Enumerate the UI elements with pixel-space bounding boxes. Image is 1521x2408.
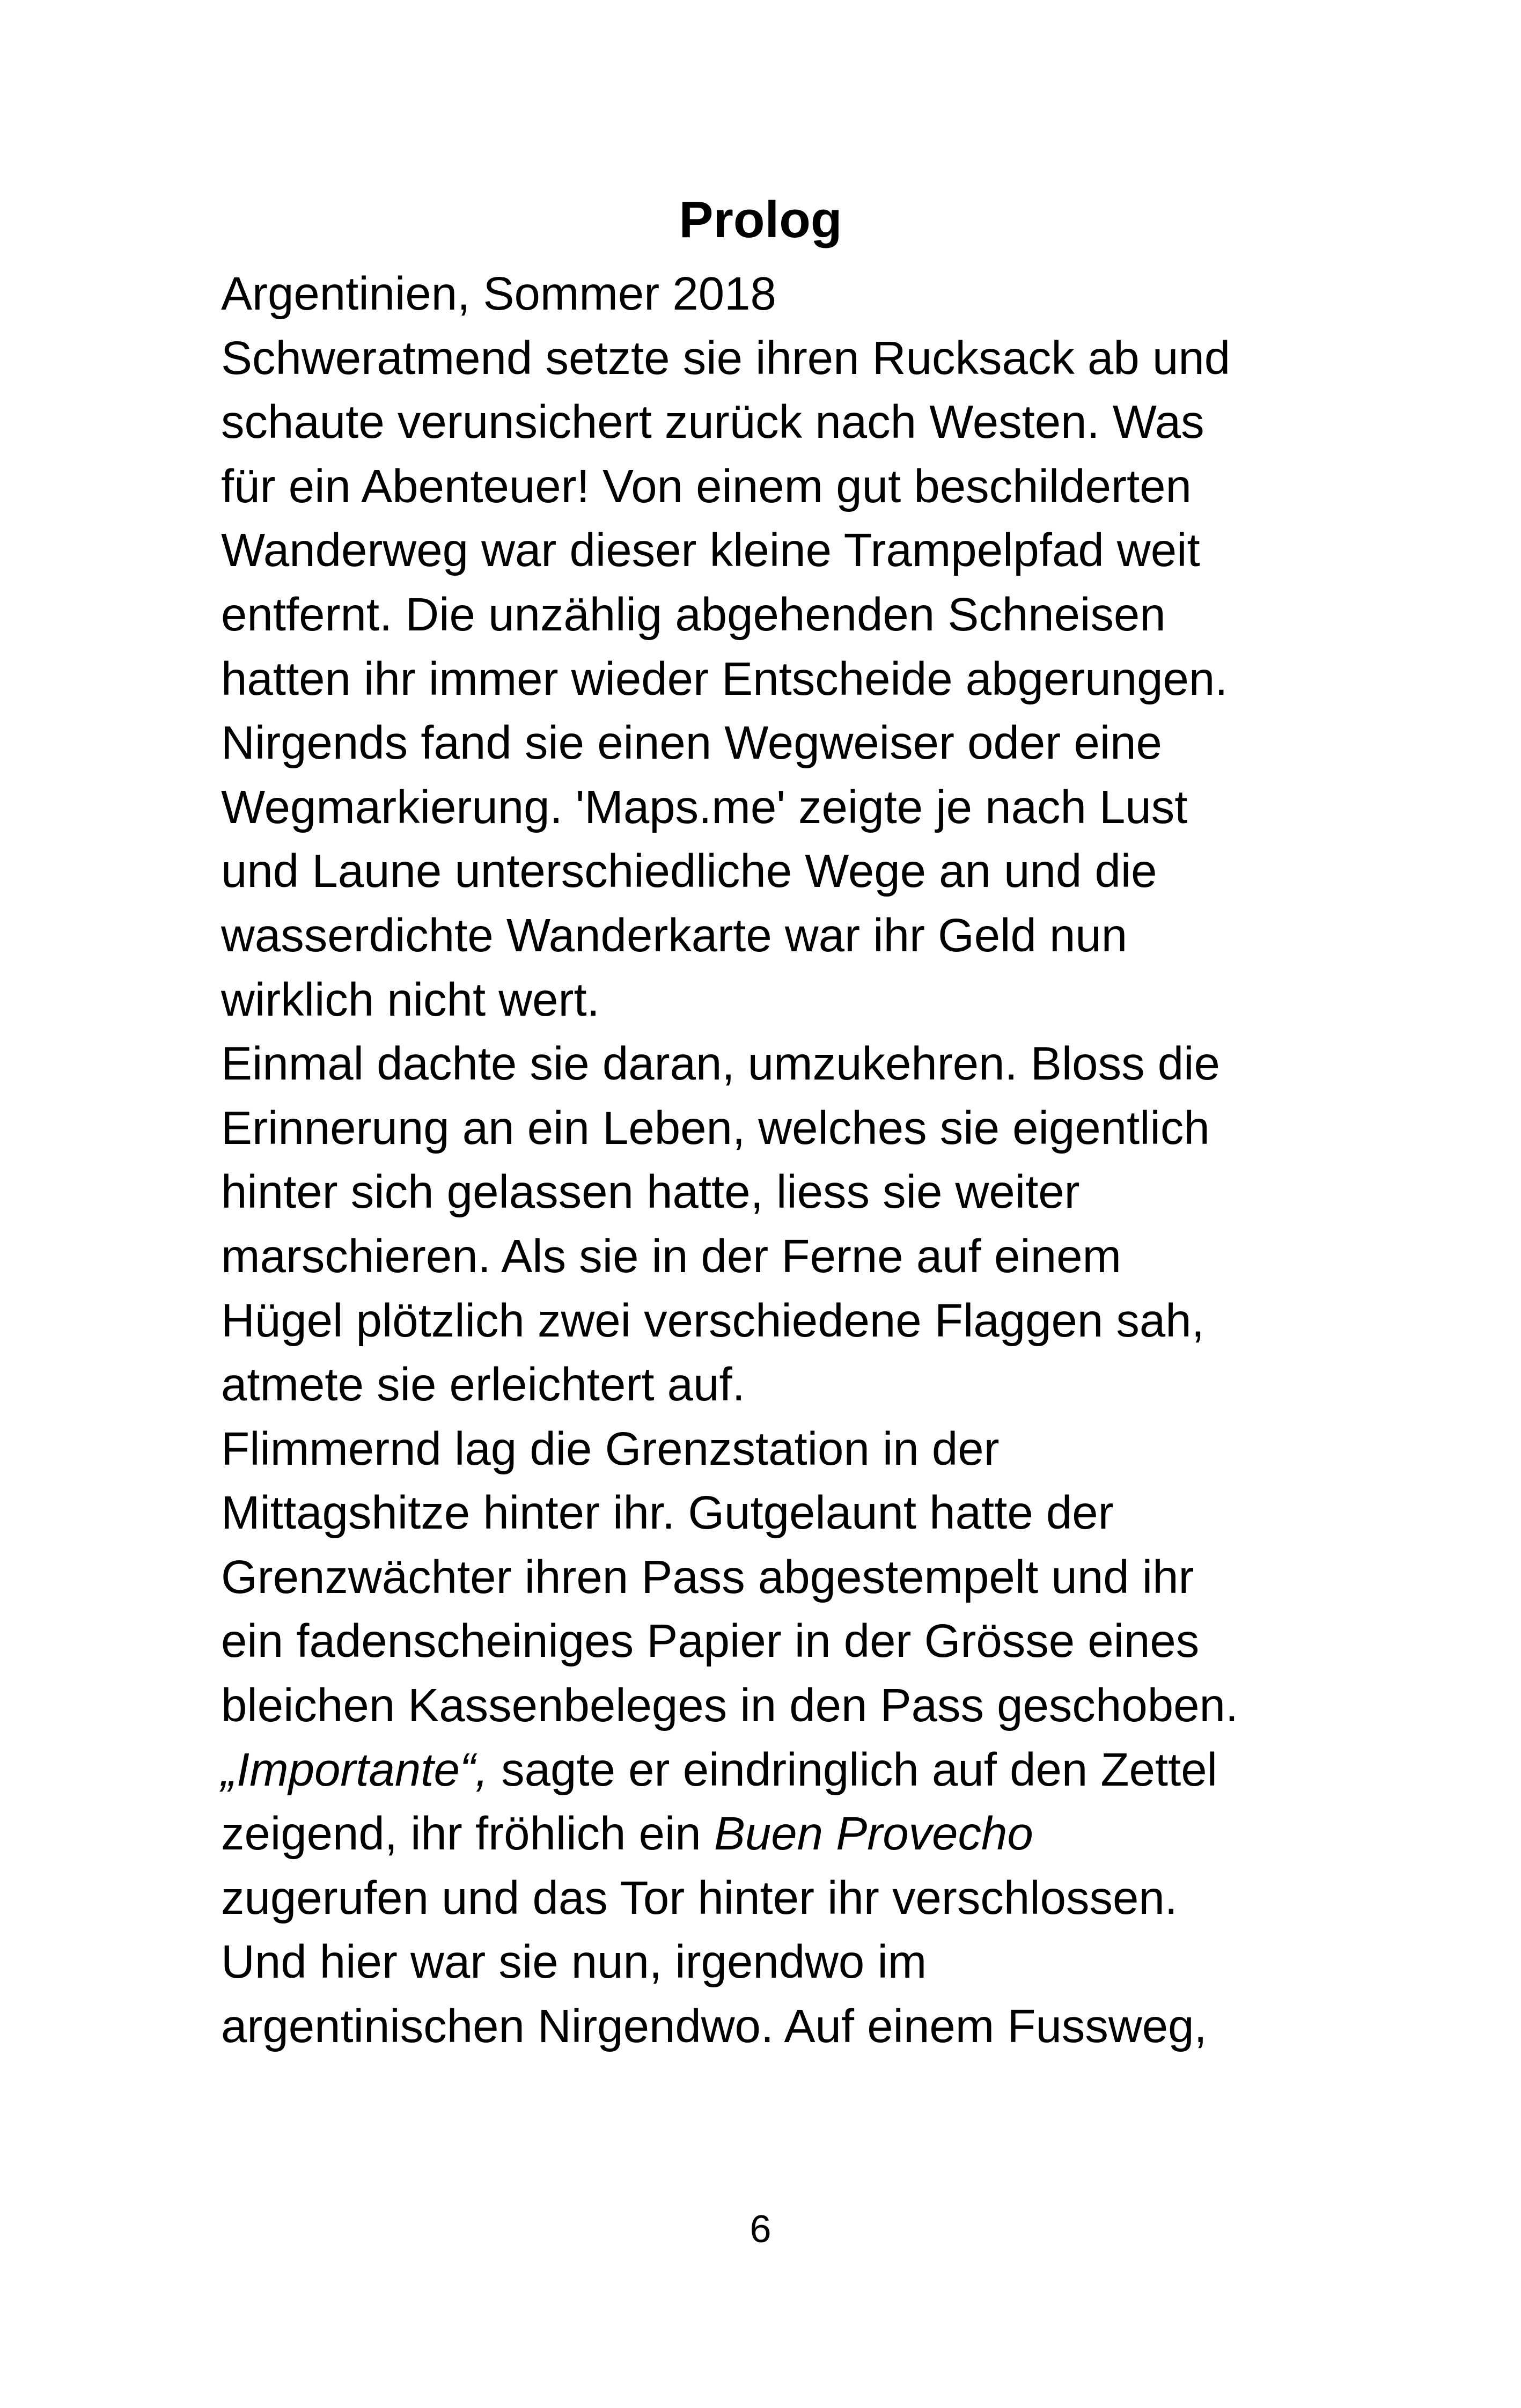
page-number: 6 [750,2208,771,2251]
text-line: wasserdichte Wanderkarte war ihr Geld nun [221,909,1128,961]
text-line: Schweratmend setzte sie ihren Rucksack ab und [221,332,1231,384]
italic-phrase: Buen Provecho [714,1808,1033,1860]
chapter-body [221,262,1326,2059]
text-line: Nirgends fand sie einen Wegweiser oder eine [221,717,1162,769]
text-line: Einmal dachte sie daran, umzukehren. Bloss die [221,1038,1220,1090]
text-line: Grenzwächter ihren Pass abgestempelt und ihr [221,1551,1194,1603]
text-line: atmete sie erleichtert auf. [221,1359,745,1411]
text-line: schaute verunsichert zurück nach Westen. Was [221,396,1204,449]
text-line [221,1738,1326,1802]
italic-quote: „Importante“, [221,1743,488,1796]
text-line: für ein Abenteuer! Von einem gut beschilderten [221,460,1192,512]
chapter-title: Prolog [679,191,842,248]
text-line: ein fadenscheiniges Papier in der Grösse eines [221,1615,1200,1668]
text-line: Argentinien, Sommer 2018 [221,268,776,320]
text-line [221,1802,1326,1866]
text-line: Hügel plötzlich zwei verschiedene Flaggen sah, [221,1294,1204,1347]
text-line: und Laune unterschiedliche Wege an und die [221,845,1157,898]
text-line: marschieren. Als sie in der Ferne auf einem [221,1230,1121,1282]
text-line: Erinnerung an ein Leben, welches sie eigentlich [221,1102,1210,1154]
text-line: Flimmernd lag die Grenzstation in der [221,1422,1000,1475]
text-line: Wegmarkierung. 'Maps.me' zeigte je nach Lust [221,781,1188,833]
text-segment: sagte er eindringlich auf den Zettel [488,1743,1217,1796]
text-line: bleichen Kassenbeleges in den Pass geschoben. [221,1679,1239,1732]
text-line: Wanderweg war dieser kleine Trampelpfad weit [221,524,1200,577]
text-line: Mittagshitze hinter ihr. Gutgelaunt hatte der [221,1487,1114,1539]
text-line: hinter sich gelassen hatte, liess sie weiter [221,1166,1080,1218]
text-line: wirklich nicht wert. [221,973,600,1026]
text-line: Und hier war sie nun, irgendwo im [221,1936,927,1988]
text-line: entfernt. Die unzählig abgehenden Schneisen [221,588,1166,641]
text-line: zugerufen und das Tor hinter ihr verschlossen. [221,1871,1178,1924]
text-line: hatten ihr immer wieder Entscheide abgerungen. [221,652,1228,705]
text-line: argentinischen Nirgendwo. Auf einem Fussweg, [221,2000,1207,2053]
text-segment: zeigend, ihr fröhlich ein [221,1808,714,1860]
